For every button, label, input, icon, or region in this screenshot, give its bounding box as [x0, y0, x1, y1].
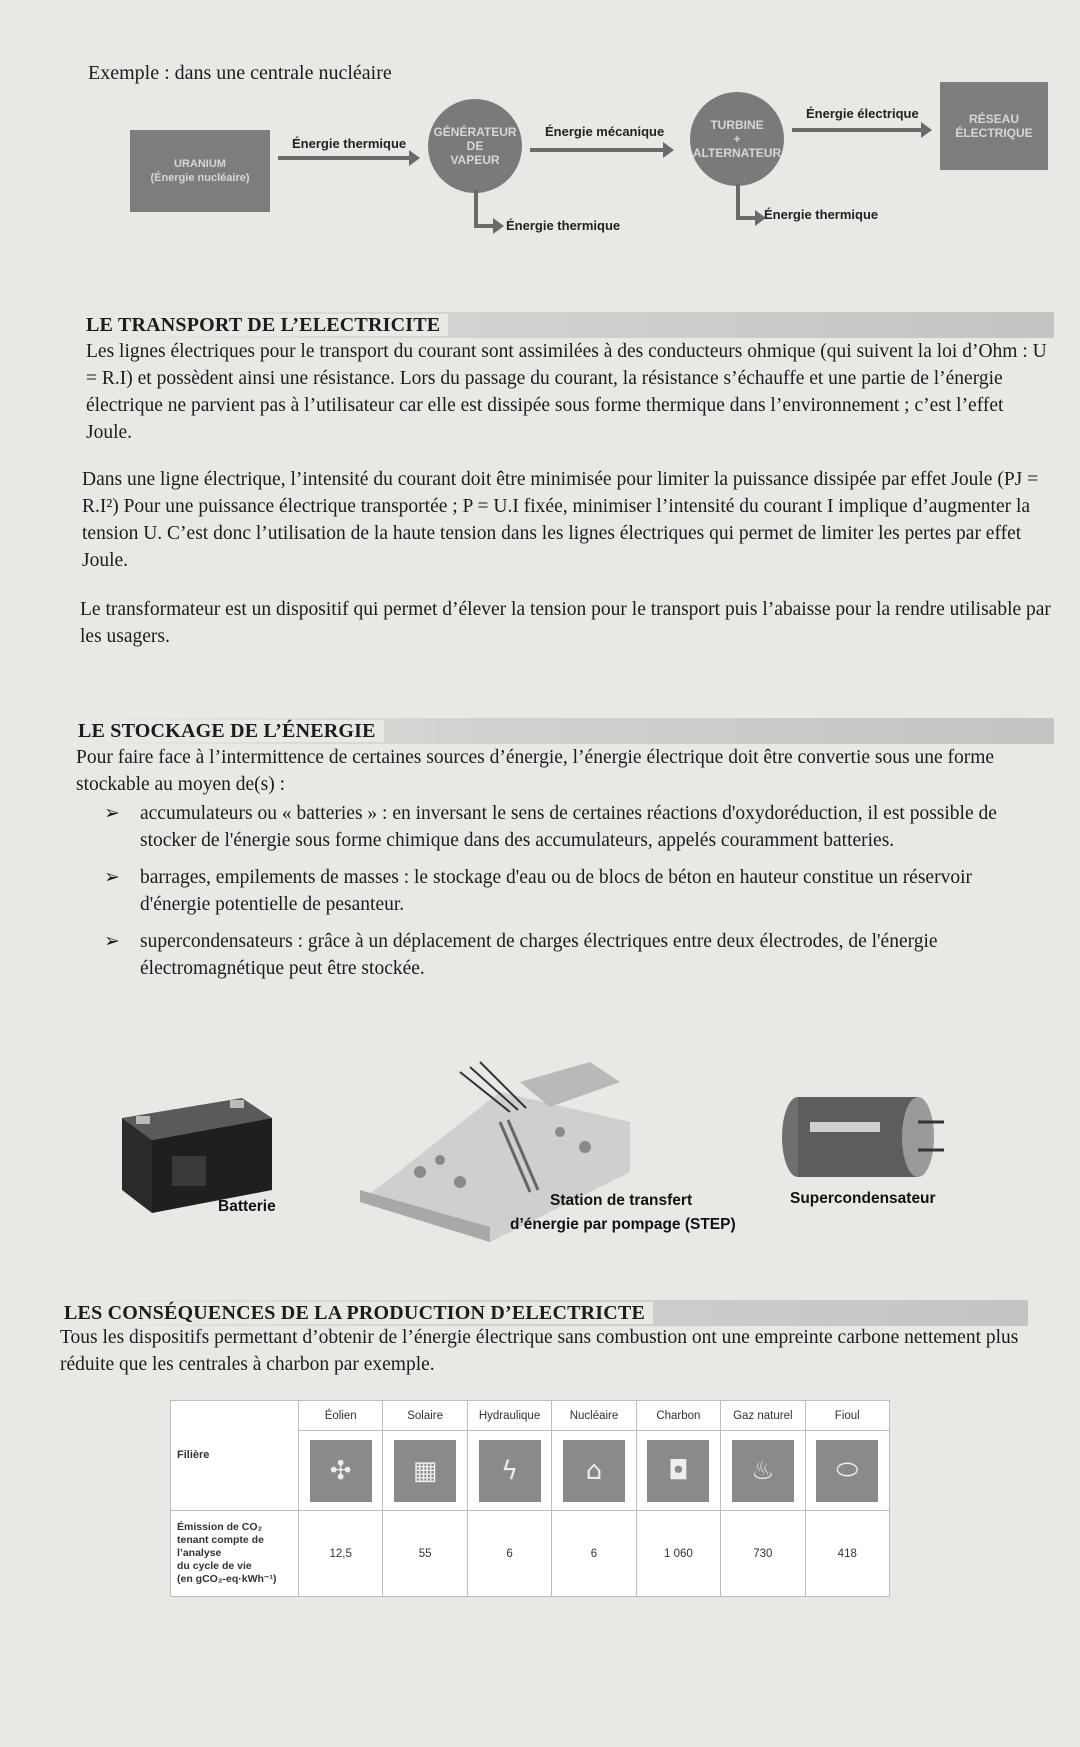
generator-label-2: DE	[466, 139, 484, 153]
table-cell-value: 418	[805, 1511, 889, 1597]
caption-step-1: Station de transfert	[550, 1192, 693, 1209]
column-header: Éolien	[299, 1401, 383, 1431]
table-cell-value: 6	[467, 1511, 551, 1597]
storage-heading-text: LE STOCKAGE DE L’ÉNERGIE	[78, 720, 384, 742]
network-label-1: RÉSEAU	[968, 112, 1019, 126]
down-arrow-1-stem	[474, 190, 478, 228]
consequences-heading-text: LES CONSÉQUENCES DE LA PRODUCTION D’ELECTRICTE	[64, 1302, 653, 1324]
arrow-thermal-1	[278, 156, 410, 160]
emission-label-line: du cycle de vie	[177, 1560, 252, 1572]
label-thermal-down-2: Énergie thermique	[764, 207, 879, 222]
table-image-cell	[805, 1431, 889, 1511]
row-label-emission	[171, 1511, 299, 1597]
network-label-2: ÉLECTRIQUE	[955, 126, 1033, 140]
bullet-supercapacitors: ➢ supercondensateurs : grâce à un déplacement de charges électriques entre deux électrodes, de l'énergie électromagnétique peut être stockée.	[104, 928, 1044, 982]
down-arrow-1-head	[474, 224, 494, 228]
table-image-cell	[383, 1431, 467, 1511]
turbine-label: TURBINE	[710, 118, 764, 132]
label-electrical: Énergie électrique	[806, 106, 919, 121]
uranium-sublabel: (Énergie nucléaire)	[150, 172, 250, 184]
column-header: Charbon	[636, 1401, 720, 1431]
example-title: Exemple : dans une centrale nucléaire	[88, 62, 392, 84]
storage-intro: Pour faire face à l’intermittence de certaines sources d’énergie, l’énergie électrique doit être convertie sous une forme stockable au moyen de(s) :	[76, 747, 995, 795]
uranium-label: URANIUM	[174, 158, 226, 170]
column-header: Nucléaire	[552, 1401, 636, 1431]
electric-network-box	[940, 82, 1048, 170]
down-arrow-2-head	[736, 216, 756, 220]
column-header: Solaire	[383, 1401, 467, 1431]
section-heading-transport	[82, 312, 1054, 338]
emissions-table	[170, 1400, 890, 1597]
table-cell-value: 12,5	[299, 1511, 383, 1597]
coal-wagon-icon: ◘	[647, 1440, 709, 1502]
transport-paragraph-3: Le transformateur est un dispositif qui permet d’élever la tension pour le transport puis l’abaisse pour la rendre utilisable par les usagers.	[80, 599, 1051, 647]
row-label-filiere: Filière	[171, 1401, 299, 1511]
caption-step-2: d’énergie par pompage (STEP)	[510, 1216, 736, 1233]
emission-label-line: l’analyse	[177, 1547, 222, 1559]
column-header: Fioul	[805, 1401, 889, 1431]
wind-turbine-icon: ✣	[310, 1440, 372, 1502]
emission-label-line: tenant compte de	[177, 1534, 264, 1546]
bullet-dams: ➢ barrages, empilements de masses : le stockage d'eau ou de blocs de béton en hauteur constitue un réservoir d'énergie potentielle de pesanteur.	[104, 864, 1044, 918]
emission-label-line: (en gCO₂-eq·kWh⁻¹)	[177, 1573, 277, 1585]
gas-flame-icon: ♨	[732, 1440, 794, 1502]
label-mechanical: Énergie mécanique	[545, 124, 665, 139]
turbine-alternator-circle	[690, 92, 784, 186]
section-heading-consequences	[60, 1300, 1028, 1326]
bullet-accumulators: ➢ accumulateurs ou « batteries » : en inversant le sens de certaines réactions d'oxydoréduction, il est possible de stocker de l'énergie sous forme chimique dans des accumulateurs, appelés couramment batteries.	[104, 800, 1044, 854]
turbine-plus: +	[733, 132, 741, 146]
table-values-row	[171, 1511, 890, 1597]
transport-heading-text: LE TRANSPORT DE L’ELECTRICITE	[86, 314, 448, 336]
table-image-cell	[299, 1431, 383, 1511]
table-cell-value: 6	[552, 1511, 636, 1597]
transport-paragraph-1: Les lignes électriques pour le transport du courant sont assimilées à des conducteurs ohmique (qui suivent la loi d’Ohm : U = R.I) et possèdent ainsi une résistance. Lors du passage du courant, la résistance s’échauffe et une partie de l’énergie électrique ne parvient pas à l’utilisateur car elle est dissipée sous forme thermique dans l’environnement ; c’est l’effet Joule.	[86, 341, 1047, 443]
down-arrow-2-stem	[736, 184, 740, 220]
oil-tank-icon: ⬭	[816, 1440, 878, 1502]
table-image-cell	[552, 1431, 636, 1511]
section-heading-storage	[74, 718, 1054, 744]
transport-paragraph-2: Dans une ligne électrique, l’intensité du courant doit être minimisée pour limiter la puissance dissipée par effet Joule (PJ = R.I²) Pour une puissance électrique transportée ; P = U.I fixée, minimiser l’intensité du courant I implique d’augmenter la tension U. C’est donc l’utilisation de la haute tension dans les lignes électriques qui permet de limiter les pertes par effet Joule.	[82, 469, 1039, 571]
arrow-electrical	[792, 128, 922, 132]
generator-label-1: GÉNÉRATEUR	[433, 125, 517, 139]
label-thermal-down-1: Énergie thermique	[506, 218, 621, 233]
uranium-box	[130, 130, 270, 212]
arrow-mechanical	[530, 148, 664, 152]
table-image-cell	[636, 1431, 720, 1511]
table-cell-value: 730	[721, 1511, 805, 1597]
steam-generator-circle	[428, 99, 522, 193]
hydraulic-icon: ϟ	[479, 1440, 541, 1502]
consequences-paragraph: Tous les dispositifs permettant d’obtenir de l’énergie électrique sans combustion ont une empreinte carbone nettement plus réduite que les centrales à charbon par exemple.	[60, 1327, 1019, 1375]
column-header: Gaz naturel	[721, 1401, 805, 1431]
table-cell-value: 55	[383, 1511, 467, 1597]
caption-battery: Batterie	[218, 1198, 276, 1215]
emission-label-line: Émission de CO₂	[177, 1521, 263, 1533]
label-thermal-1: Énergie thermique	[292, 136, 407, 151]
table-image-cell	[467, 1431, 551, 1511]
column-header: Hydraulique	[467, 1401, 551, 1431]
table-header-row	[171, 1401, 890, 1431]
nuclear-plant-icon: ⌂	[563, 1440, 625, 1502]
caption-supercapacitor: Supercondensateur	[790, 1190, 936, 1207]
table-cell-value: 1 060	[636, 1511, 720, 1597]
solar-panel-icon: ▦	[394, 1440, 456, 1502]
storage-bullet-list	[104, 800, 1044, 992]
alternator-label: ALTERNATEUR	[692, 146, 782, 160]
table-image-cell	[721, 1431, 805, 1511]
generator-label-3: VAPEUR	[450, 153, 500, 167]
